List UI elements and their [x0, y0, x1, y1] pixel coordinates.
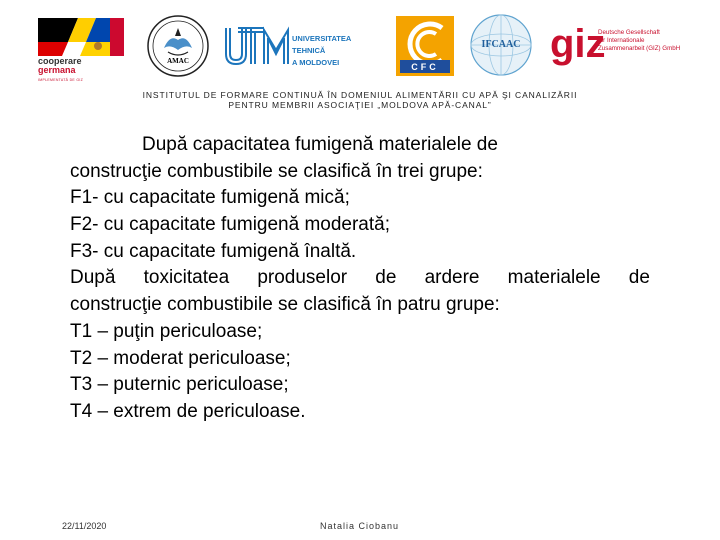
body-line: construcţie combustibile se clasifică în patru grupe: [70, 294, 500, 316]
body-line: T4 – extrem de periculoase. [70, 400, 306, 422]
cooperare-germana-logo [36, 16, 126, 82]
ifcaac-logo [470, 12, 532, 78]
ifcaac-label: IFCAAC [481, 39, 521, 50]
utm-line-1: UNIVERSITATEA TEHNICĂ [292, 34, 352, 55]
utm-logo [224, 24, 372, 68]
giz-line-1: Deutsche Gesellschaft [598, 29, 660, 36]
cooperare-text [38, 57, 82, 75]
giz-wordmark: giz [550, 22, 606, 66]
institute-header-line-2: PENTRU MEMBRII ASOCIAŢIEI „MOLDOVA APĂ-CANAL” [228, 100, 492, 110]
cooperare-tag: IMPLEMENTATĂ DE GIZ [38, 78, 84, 82]
body-line: construcţie combustibile se clasifică în trei grupe: [70, 160, 483, 182]
cfc-logo [396, 16, 454, 76]
cfc-label: CFC [411, 62, 439, 72]
body-word: produselor [257, 267, 348, 289]
body-line: F3- cu capacitate fumigenă înaltă. [70, 240, 357, 262]
body-word: de [628, 267, 650, 289]
body-line: T3 – puternic periculoase; [70, 374, 289, 396]
cooperare-word: cooperare [38, 56, 82, 66]
logo-bar [0, 6, 720, 86]
body-word: materialele [507, 267, 601, 289]
institute-header-line-1: INSTITUTUL DE FORMARE CONTINUĂ ÎN DOMENIUL ALIMENTĂRII CU APĂ ŞI CANALIZĂRII [142, 90, 578, 100]
body-word: După [70, 267, 116, 289]
giz-line-3: Zusammenarbeit (GIZ) GmbH [598, 45, 681, 52]
body-line: După capacitatea fumigenă materialele de [142, 134, 498, 155]
footer-author: Natalia Ciobanu [320, 521, 400, 531]
amac-label: AMAC [167, 57, 189, 65]
utm-monogram-icon [224, 24, 294, 68]
body-line: F1- cu capacitate fumigenă mică; [70, 187, 350, 209]
utm-line-2: A MOLDOVEI [292, 58, 340, 67]
body-line: T1 – puţin periculoase; [70, 320, 263, 342]
body-word: ardere [424, 267, 480, 289]
germana-word: germana [38, 65, 76, 75]
body-word: de [375, 267, 397, 289]
giz-full-name [598, 29, 680, 53]
footer-date: 22/11/2020 [62, 521, 107, 531]
body-line: F2- cu capacitate fumigenă moderată; [70, 214, 391, 236]
body-line-justified [70, 265, 650, 292]
amac-emblem-icon [146, 14, 210, 80]
giz-line-2: für Internationale [598, 37, 645, 44]
giz-logo [550, 20, 710, 72]
slide-body [70, 132, 660, 426]
amac-logo [146, 14, 210, 80]
utm-text [292, 33, 372, 69]
body-word: toxicitatea [143, 267, 230, 289]
body-line: T2 – moderat periculoase; [70, 347, 291, 369]
